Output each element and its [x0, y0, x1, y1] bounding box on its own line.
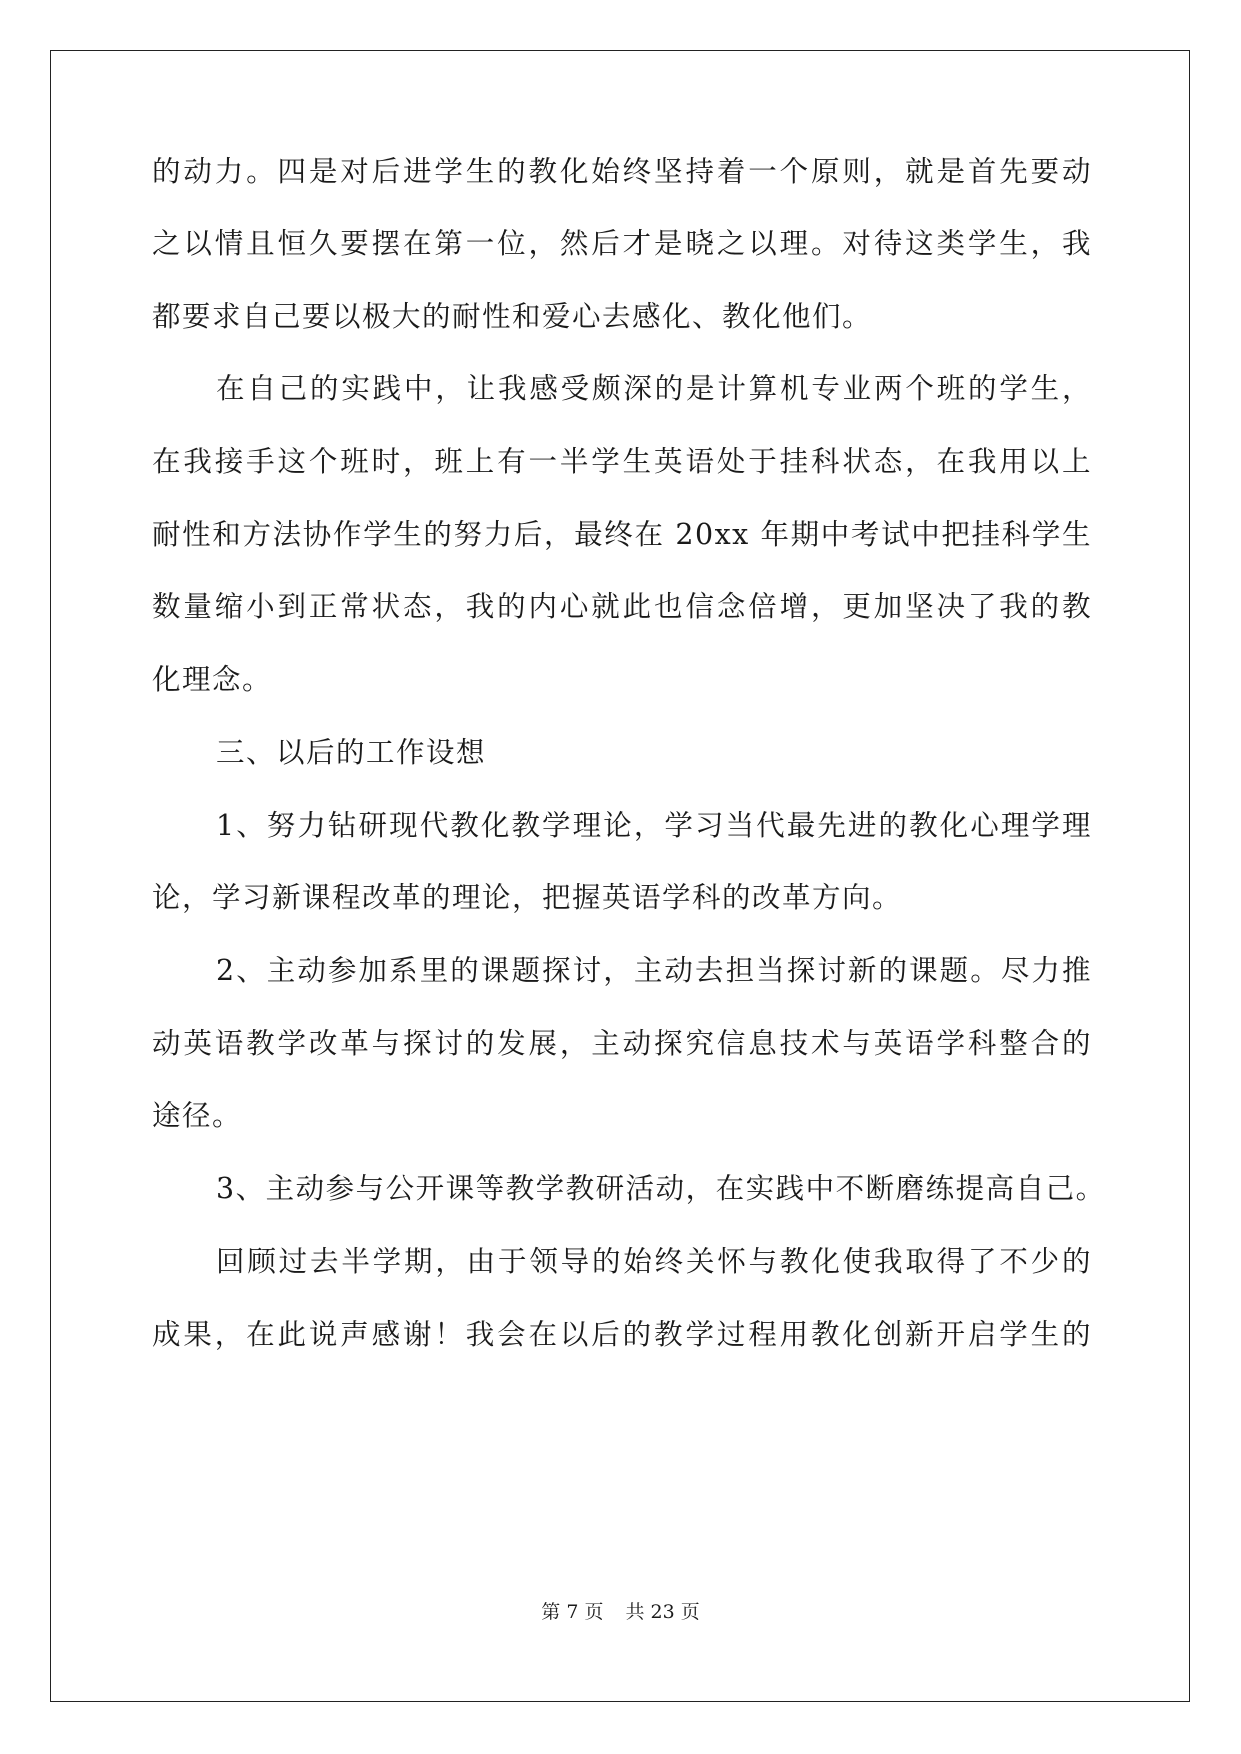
- body-text-line: 的动力。四是对后进学生的教化始终坚持着一个原则，就是首先要动: [152, 155, 1092, 188]
- body-text-line: 之以情且恒久要摆在第一位，然后才是晓之以理。对待这类学生，我: [152, 227, 1092, 260]
- page-footer: [0, 1600, 1241, 1624]
- body-text-line: 论，学习新课程改革的理论，把握英语学科的改革方向。: [152, 881, 903, 914]
- body-text-line: 耐性和方法协作学生的努力后，最终在 20xx 年期中考试中把挂科学生: [152, 518, 1092, 551]
- body-text-line: 动英语教学改革与探讨的发展，主动探究信息技术与英语学科整合的: [152, 1027, 1092, 1060]
- paragraph-first-line: 回顾过去半学期，由于领导的始终关怀与教化使我取得了不少的: [216, 1245, 1092, 1278]
- page-total: 共 23 页: [625, 1601, 700, 1623]
- paragraph-first-line: 在自己的实践中，让我感受颇深的是计算机专业两个班的学生，: [216, 372, 1092, 405]
- list-item-3: 3、主动参与公开课等教学教研活动，在实践中不断磨练提高自己。: [216, 1172, 1106, 1205]
- list-item-2: 2、主动参加系里的课题探讨，主动去担当探讨新的课题。尽力推: [216, 954, 1092, 987]
- section-heading: 三、以后的工作设想: [216, 736, 487, 769]
- body-text-line: 都要求自己要以极大的耐性和爱心去感化、教化他们。: [152, 300, 873, 333]
- page-number: 第 7 页: [541, 1601, 604, 1623]
- body-text-line: 在我接手这个班时，班上有一半学生英语处于挂科状态，在我用以上: [152, 445, 1092, 478]
- body-text-line: 数量缩小到正常状态，我的内心就此也信念倍增，更加坚决了我的教: [152, 590, 1092, 623]
- list-item-1: 1、努力钻研现代教化教学理论，学习当代最先进的教化心理学理: [216, 809, 1092, 842]
- body-text-line: 化理念。: [152, 663, 273, 696]
- body-text-line: 途径。: [152, 1099, 243, 1132]
- body-text-line: 成果，在此说声感谢！我会在以后的教学过程用教化创新开启学生的: [152, 1318, 1092, 1351]
